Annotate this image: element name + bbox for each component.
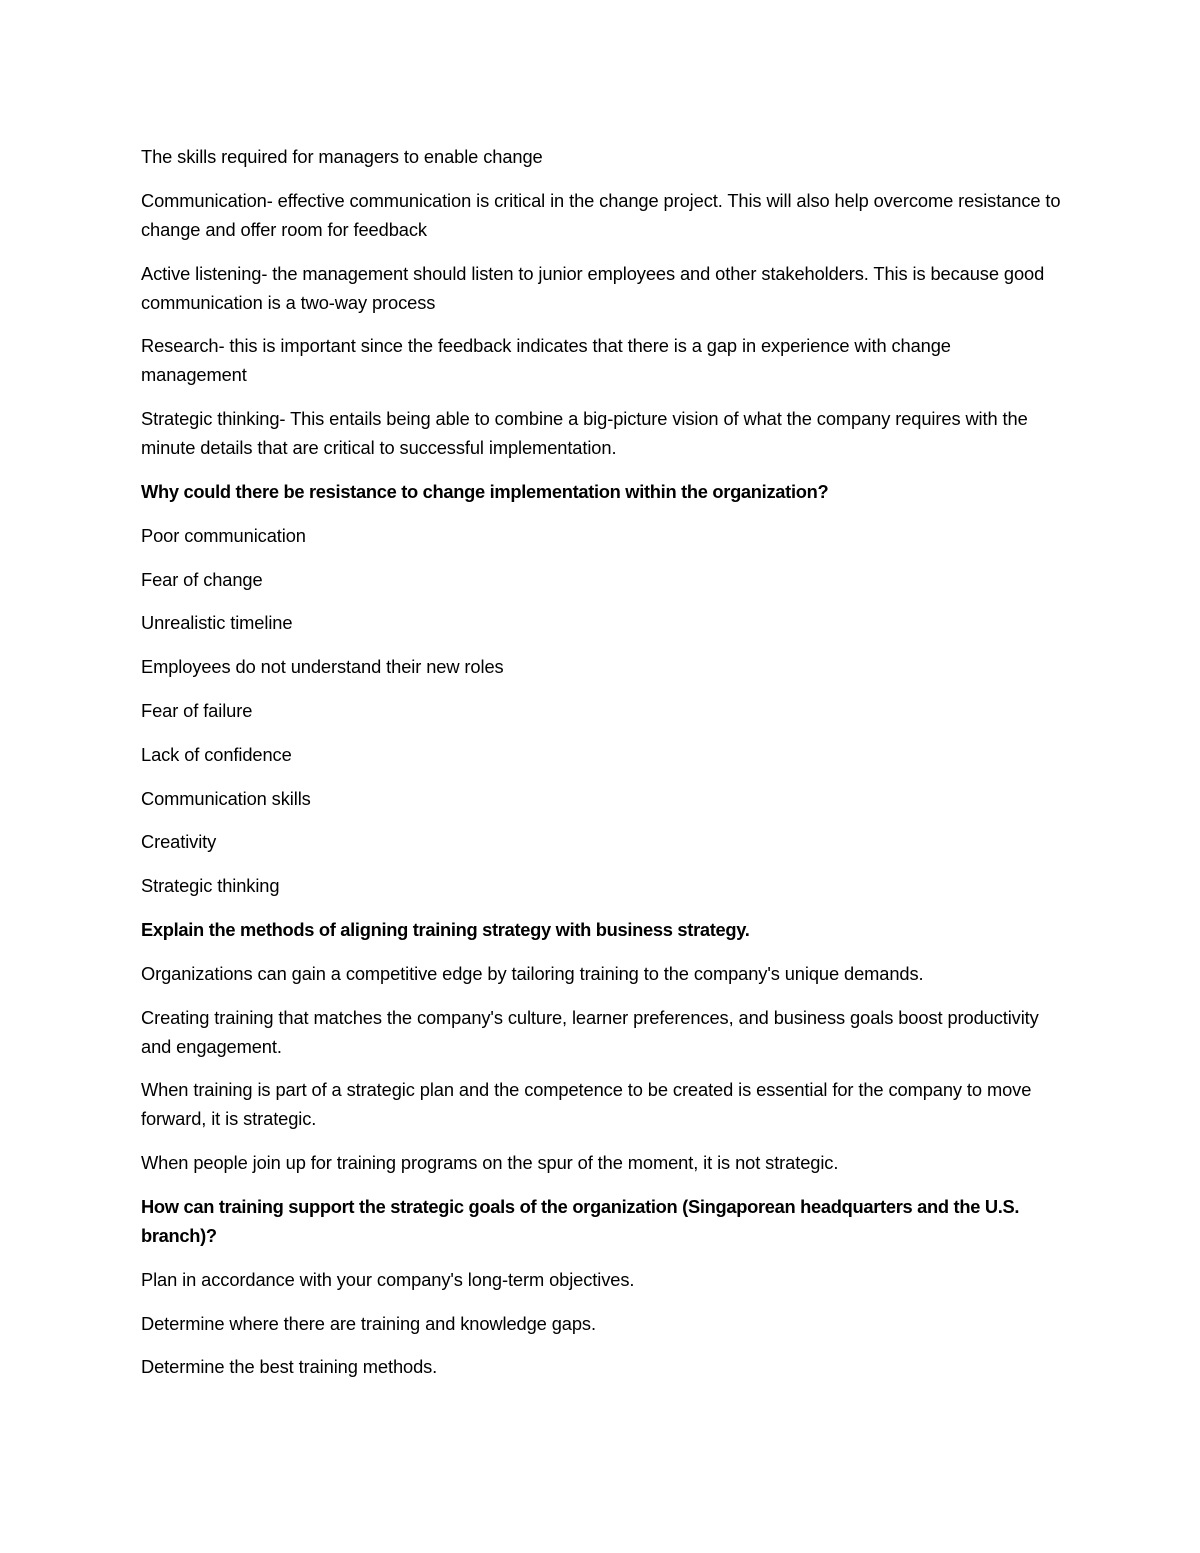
paragraph-text: When people join up for training programs on the spur of the moment, it is not strategic. <box>141 1152 839 1174</box>
heading-training-support: How can training support the strategic goals of the organization (Singaporean headquarters and the U.S. branch)? <box>141 1195 1020 1246</box>
list-item: Communication skills <box>141 787 311 809</box>
paragraph-text: Determine the best training methods. <box>141 1356 438 1378</box>
paragraph-text: Plan in accordance with your company's long-term objectives. <box>141 1268 635 1290</box>
list-item: Creativity <box>141 831 217 853</box>
list-item: Poor communication <box>141 524 306 546</box>
paragraph-text: Creating training that matches the company's culture, learner preferences, and business goals boost productivity and engagement. <box>141 1006 1039 1057</box>
paragraph-text: Organizations can gain a competitive edge by tailoring training to the company's unique demands. <box>141 962 924 984</box>
list-item: Employees do not understand their new roles <box>141 656 504 678</box>
document-body <box>141 142 1061 1396</box>
skill-strategic-thinking-text: Strategic thinking- This entails being able to combine a big-picture vision of what the company requires with the minute details that are critical to successful implementation. <box>141 408 1028 459</box>
list-item: Fear of change <box>141 568 263 590</box>
list-item: Fear of failure <box>141 699 253 721</box>
skill-active-listening-text: Active listening- the management should listen to junior employees and other stakeholders. This is because good communication is a two-way process <box>141 262 1045 313</box>
list-item: Strategic thinking <box>141 875 280 897</box>
skill-research-text: Research- this is important since the feedback indicates that there is a gap in experience with change management <box>141 335 951 386</box>
list-item: Lack of confidence <box>141 743 292 765</box>
paragraph-text: When training is part of a strategic plan and the competence to be created is essential for the company to move forward, it is strategic. <box>141 1079 1032 1130</box>
skill-communication-text: Communication- effective communication is critical in the change project. This will also help overcome resistance to change and offer room for feedback <box>141 189 1061 240</box>
paragraph-text: Determine where there are training and knowledge gaps. <box>141 1312 596 1334</box>
heading-training-alignment: Explain the methods of aligning training strategy with business strategy. <box>141 918 750 940</box>
heading-resistance: Why could there be resistance to change implementation within the organization? <box>141 480 829 502</box>
list-item: Unrealistic timeline <box>141 612 293 634</box>
section-intro-text: The skills required for managers to enable change <box>141 146 543 167</box>
